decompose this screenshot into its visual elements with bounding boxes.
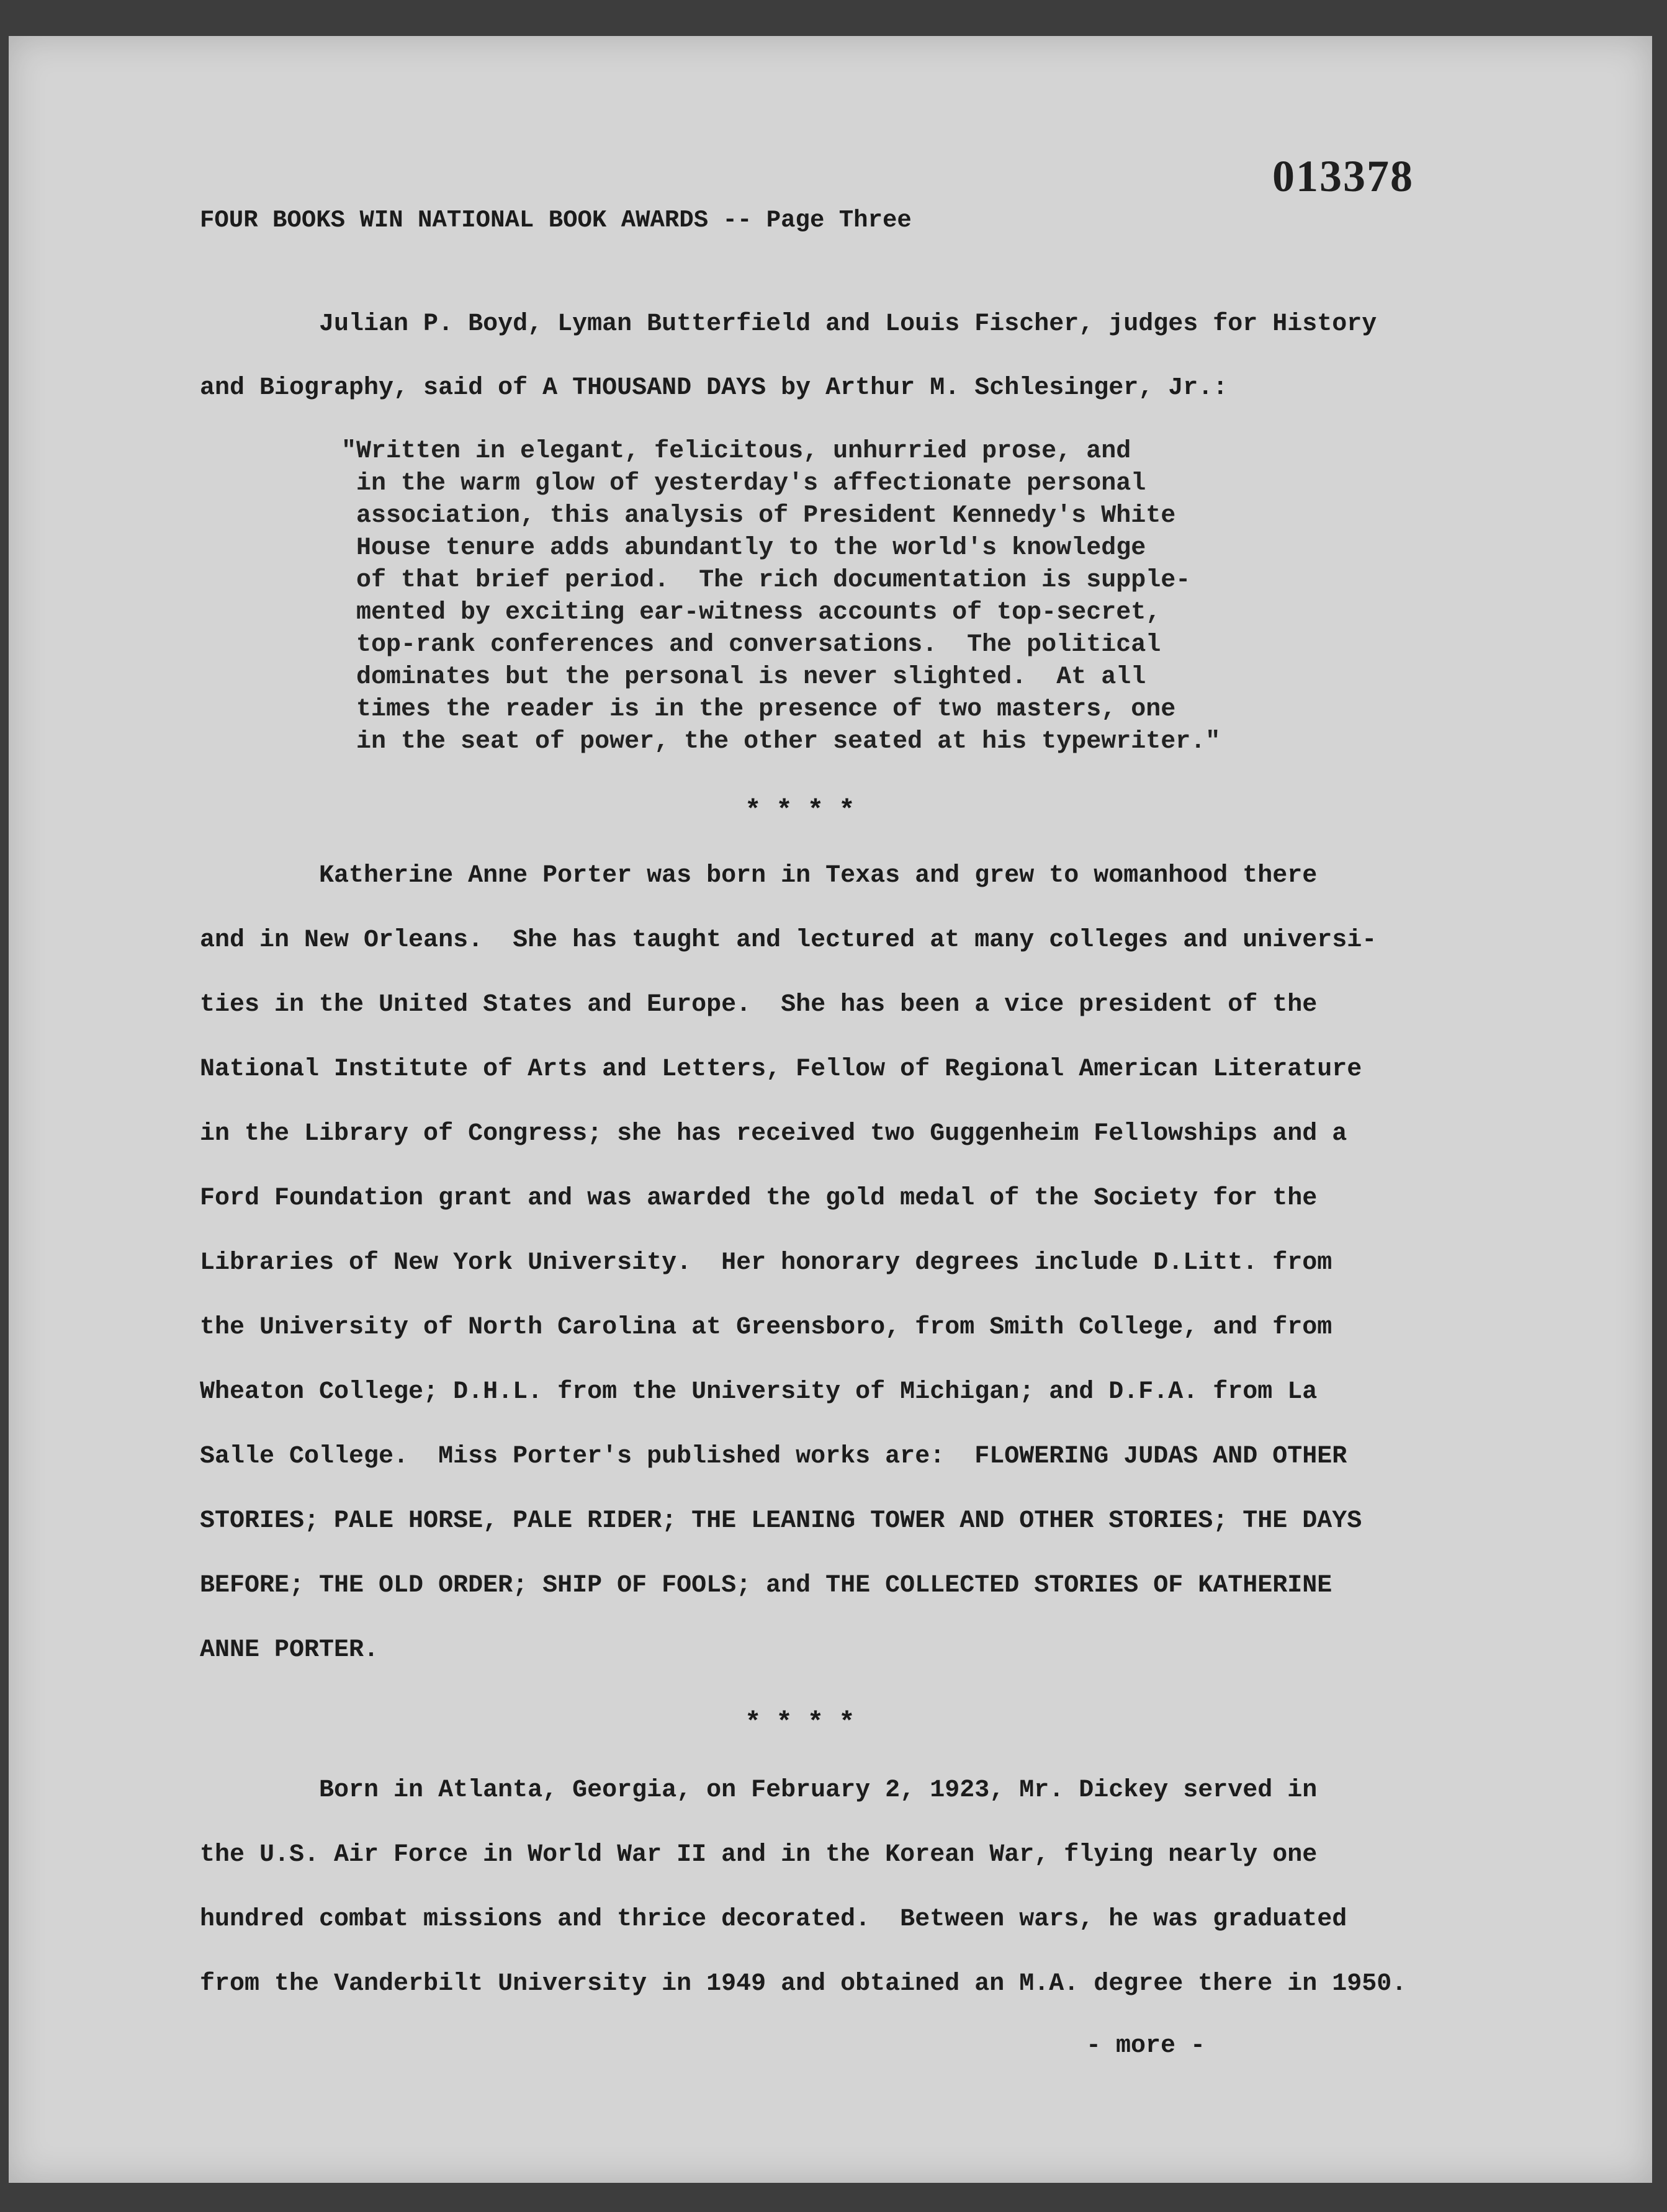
more-footer: - more -	[1086, 2032, 1206, 2060]
quote-line: "Written in elegant, felicitous, unhurried prose, and	[341, 437, 1131, 465]
quote-line: House tenure adds abundantly to the world's knowledge	[341, 534, 1146, 562]
dickey-line: hundred combat missions and thrice decorated. Between wars, he was graduated	[200, 1905, 1347, 1933]
porter-line: STORIES; PALE HORSE, PALE RIDER; THE LEANING TOWER AND OTHER STORIES; THE DAYS	[200, 1507, 1362, 1535]
section-divider: ****	[745, 1708, 870, 1739]
porter-line: Wheaton College; D.H.L. from the University of Michigan; and D.F.A. from La	[200, 1378, 1318, 1406]
intro-line: and Biography, said of A THOUSAND DAYS by Arthur M. Schlesinger, Jr.:	[200, 374, 1228, 402]
porter-line: the University of North Carolina at Greensboro, from Smith College, and from	[200, 1314, 1332, 1341]
dickey-line: the U.S. Air Force in World War II and in the Korean War, flying nearly one	[200, 1841, 1318, 1869]
dickey-line: from the Vanderbilt University in 1949 and obtained an M.A. degree there in 1950.	[200, 1970, 1407, 1998]
page-header: FOUR BOOKS WIN NATIONAL BOOK AWARDS -- Page Three	[200, 207, 912, 234]
document-id: 013378	[1272, 151, 1414, 201]
porter-line: Katherine Anne Porter was born in Texas and grew to womanhood there	[200, 862, 1318, 890]
quote-line: times the reader is in the presence of two masters, one	[341, 696, 1176, 723]
quote-line: dominates but the personal is never slighted. At all	[341, 663, 1146, 691]
quote-line: in the seat of power, the other seated at his typewriter."	[341, 728, 1221, 756]
porter-line: in the Library of Congress; she has received two Guggenheim Fellowships and a	[200, 1120, 1347, 1148]
porter-line: and in New Orleans. She has taught and lectured at many colleges and universi-	[200, 926, 1377, 954]
quote-line: top-rank conferences and conversations. The political	[341, 631, 1161, 659]
intro-line: Julian P. Boyd, Lyman Butterfield and Louis Fischer, judges for History	[200, 310, 1377, 338]
quote-line: in the warm glow of yesterday's affectionate personal	[341, 470, 1146, 498]
porter-line: ties in the United States and Europe. She has been a vice president of the	[200, 991, 1318, 1019]
porter-line: Libraries of New York University. Her honorary degrees include D.Litt. from	[200, 1249, 1332, 1277]
quote-line: association, this analysis of President Kennedy's White	[341, 502, 1176, 530]
porter-line: Ford Foundation grant and was awarded the gold medal of the Society for the	[200, 1184, 1318, 1212]
quote-line: mented by exciting ear-witness accounts of top-secret,	[341, 599, 1161, 627]
porter-line: National Institute of Arts and Letters, Fellow of Regional American Literature	[200, 1055, 1362, 1083]
quote-line: of that brief period. The rich documentation is supple-	[341, 566, 1191, 594]
dickey-line: Born in Atlanta, Georgia, on February 2, 1923, Mr. Dickey served in	[200, 1776, 1318, 1804]
section-divider: ****	[745, 795, 870, 826]
porter-line: BEFORE; THE OLD ORDER; SHIP OF FOOLS; and THE COLLECTED STORIES OF KATHERINE	[200, 1572, 1332, 1600]
porter-line: Salle College. Miss Porter's published works are: FLOWERING JUDAS AND OTHER	[200, 1443, 1347, 1471]
porter-line: ANNE PORTER.	[200, 1636, 379, 1664]
